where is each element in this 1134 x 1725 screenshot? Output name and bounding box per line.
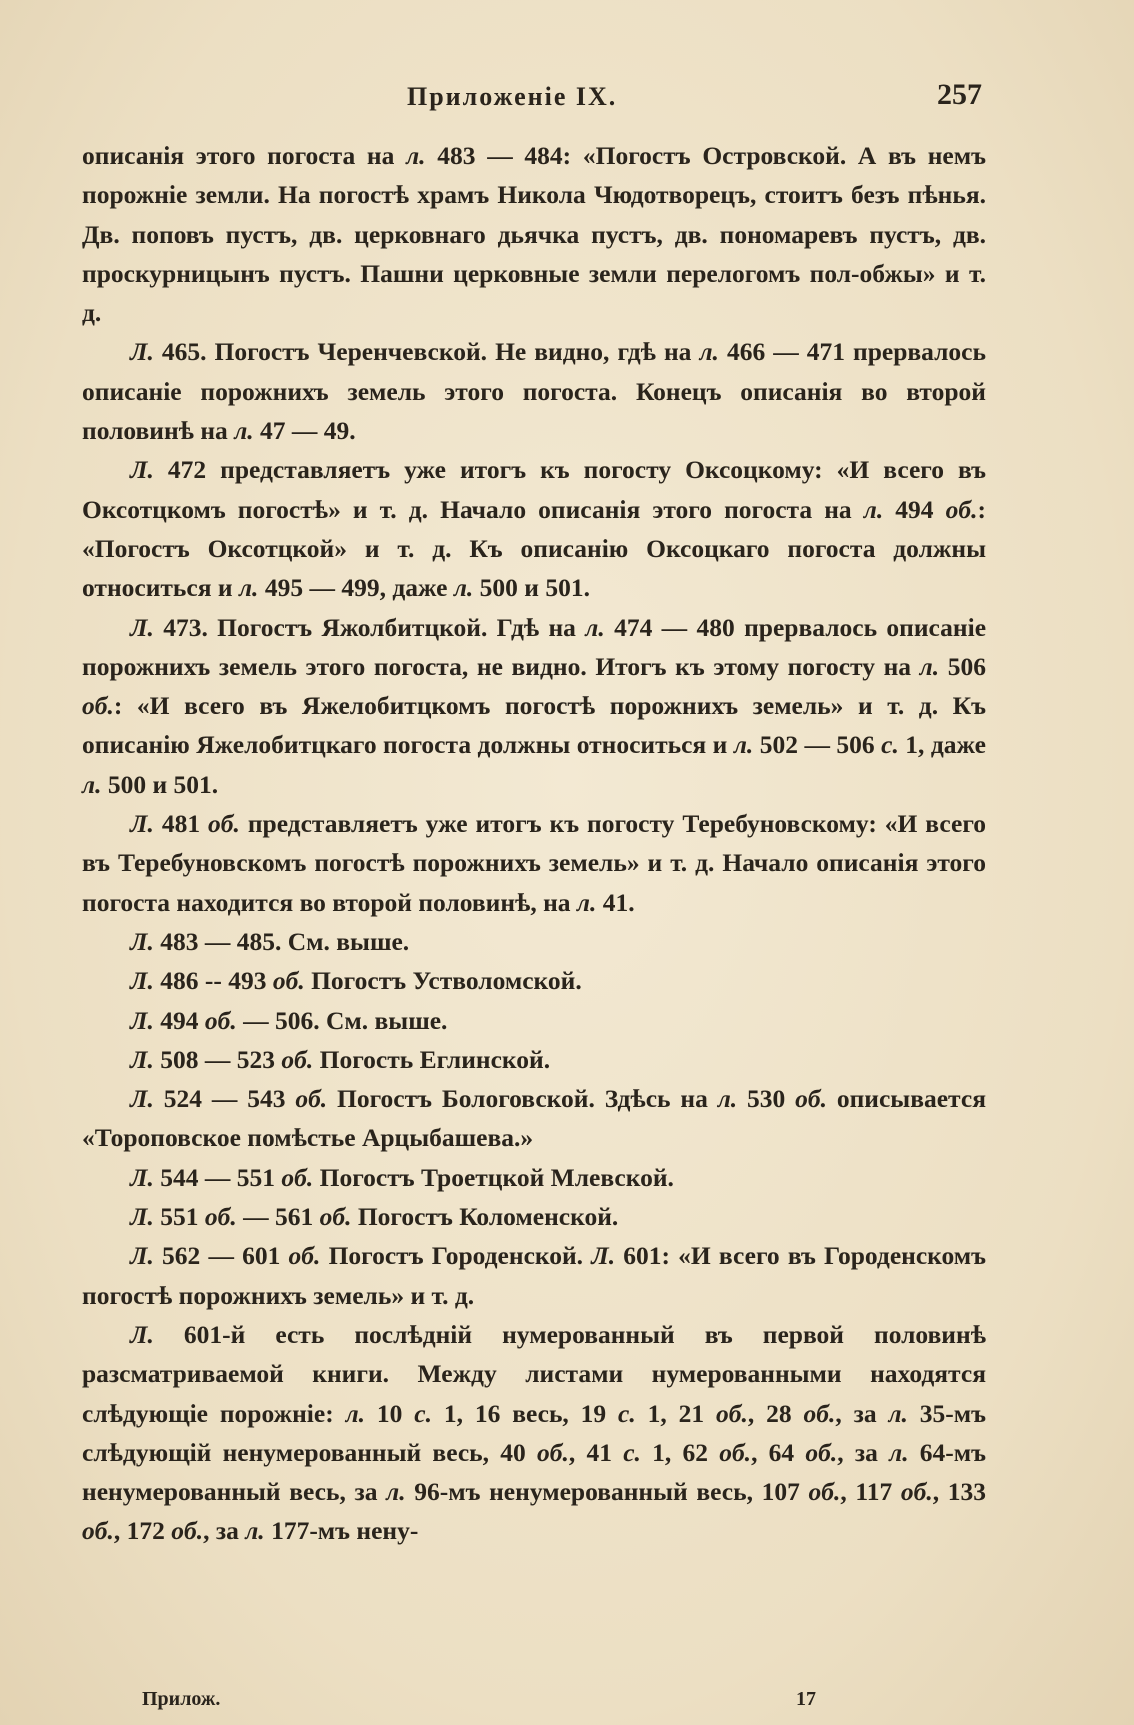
italic-abbreviation: л.: [82, 769, 102, 799]
text-run: — 506. См. выше.: [236, 1005, 448, 1035]
text-run: , 117: [840, 1477, 901, 1507]
italic-abbreviation: Л.: [130, 809, 154, 839]
text-run: Погостъ Городенской.: [320, 1241, 592, 1271]
text-run: описанія этого погоста на: [82, 141, 407, 170]
paragraph: [82, 1040, 986, 1079]
text-run: 562 — 601: [153, 1241, 289, 1271]
italic-abbreviation: Л.: [130, 1162, 154, 1192]
page-header: [82, 78, 984, 118]
sheet-number: 17: [796, 1688, 816, 1710]
text-run: 601-й есть послѣдній нумерованный въ первой половинѣ разсматриваемой книги. Между листами нумерованными находятся слѣдующіе порожніе:: [82, 1319, 986, 1428]
text-run: 1, даже: [898, 730, 987, 760]
italic-abbreviation: об.: [288, 1241, 321, 1271]
italic-abbreviation: л.: [238, 573, 259, 603]
text-run: 1, 21: [635, 1398, 716, 1428]
text-run: 1, 62: [640, 1437, 720, 1467]
text-run: 481: [153, 809, 209, 839]
italic-abbreviation: л.: [585, 612, 605, 642]
text-run: 177-мъ нену-: [264, 1516, 419, 1546]
italic-abbreviation: Л.: [130, 612, 154, 642]
body-text: [82, 136, 986, 1551]
text-run: 472 представляетъ уже итогъ къ погосту Оксоцкому: «И всего въ Оксотцкомъ погостѣ» и т. д. Начало описанія этого погоста на: [82, 455, 986, 524]
italic-abbreviation: об.: [82, 1516, 114, 1546]
paragraph: [82, 1158, 986, 1197]
text-run: , 64: [751, 1437, 806, 1467]
italic-abbreviation: об.: [272, 966, 305, 996]
italic-abbreviation: Л.: [130, 455, 154, 485]
running-head: Приложеніе IX.: [407, 82, 618, 111]
italic-abbreviation: л.: [245, 1516, 265, 1546]
italic-abbreviation: об.: [945, 494, 978, 524]
italic-abbreviation: с.: [414, 1398, 432, 1428]
italic-abbreviation: об.: [204, 1202, 237, 1232]
text-run: представляетъ уже итогъ къ погосту Теребуновскому: «И всего въ Теребуновскомъ погостѣ порожнихъ земель» и т. д. Начало описанія этого погоста находится во второй половинѣ, на: [82, 809, 987, 917]
italic-abbreviation: об.: [719, 1437, 752, 1467]
text-run: 1, 16 весь, 19: [431, 1398, 619, 1428]
text-run: 500 и 501.: [473, 573, 590, 603]
paragraph: [82, 922, 986, 961]
text-run: Погость Еглинской.: [313, 1044, 551, 1074]
italic-abbreviation: Л.: [130, 1044, 154, 1074]
text-run: : «И всего въ Яжелобитцкомъ погостѣ порожнихъ земель» и т. д. Къ описанію Яжелобитцкаго погоста должны относиться и: [82, 691, 986, 760]
italic-abbreviation: л.: [699, 337, 719, 367]
italic-abbreviation: с.: [623, 1437, 641, 1467]
italic-abbreviation: об.: [208, 809, 240, 839]
text-run: 500 и 501.: [101, 769, 219, 799]
text-run: 494: [883, 494, 946, 524]
italic-abbreviation: л.: [889, 1437, 909, 1467]
paragraph: [82, 1236, 986, 1315]
italic-abbreviation: об.: [808, 1477, 841, 1507]
paragraph: [82, 1001, 986, 1040]
text-run: 506: [939, 651, 986, 681]
text-run: Погостъ Троетцкой Млевской.: [313, 1162, 674, 1192]
italic-abbreviation: об.: [281, 1162, 314, 1192]
italic-abbreviation: об.: [281, 1044, 314, 1074]
text-run: , за: [203, 1516, 246, 1546]
text-run: 35-мъ слѣдующій ненумерованный весь, 40: [82, 1398, 987, 1467]
text-run: : «Погостъ Оксотцкой» и т. д. Къ описанію Оксоцкаго погоста должны относиться и: [82, 494, 986, 603]
text-run: 64-мъ ненумерованный весь, за: [82, 1437, 987, 1507]
italic-abbreviation: Л.: [130, 1241, 154, 1271]
text-run: , 172: [113, 1516, 172, 1546]
italic-abbreviation: об.: [803, 1398, 836, 1428]
italic-abbreviation: л.: [576, 887, 597, 917]
text-run: 508 — 523: [153, 1044, 282, 1074]
paragraph: [82, 450, 986, 607]
text-run: 524 — 543: [153, 1084, 296, 1114]
italic-abbreviation: об.: [319, 1202, 352, 1232]
italic-abbreviation: л.: [453, 573, 474, 603]
paragraph: [82, 1079, 986, 1158]
italic-abbreviation: Л.: [130, 966, 154, 996]
text-run: 486 -- 493: [153, 966, 273, 996]
text-run: 494: [153, 1005, 205, 1035]
text-run: 474 — 480 прервалось описаніе порожнихъ земель этого погоста, не видно. Итогъ къ этому погосту на: [82, 612, 987, 681]
paragraph: [82, 804, 986, 922]
text-run: 544 — 551: [153, 1162, 282, 1192]
italic-abbreviation: об.: [900, 1477, 933, 1507]
italic-abbreviation: Л.: [130, 926, 154, 956]
italic-abbreviation: об.: [536, 1437, 569, 1467]
italic-abbreviation: об.: [795, 1084, 827, 1114]
text-run: 601: «И всего въ Городенскомъ погостѣ порожнихъ земель» и т. д.: [82, 1241, 987, 1310]
text-run: — 561: [236, 1202, 320, 1232]
italic-abbreviation: об.: [82, 691, 114, 721]
text-run: 502 — 506: [753, 730, 882, 760]
text-run: Погостъ Коломенской.: [351, 1202, 619, 1232]
italic-abbreviation: Л.: [130, 337, 154, 367]
italic-abbreviation: с.: [618, 1398, 636, 1428]
text-run: 530: [737, 1084, 796, 1114]
italic-abbreviation: с.: [881, 730, 899, 760]
text-run: , 28: [747, 1398, 804, 1428]
italic-abbreviation: л.: [717, 1084, 738, 1114]
text-run: 47 — 49.: [253, 416, 356, 446]
text-run: 41.: [596, 887, 635, 917]
text-run: , 133: [932, 1477, 987, 1507]
italic-abbreviation: Л.: [130, 1084, 154, 1114]
italic-abbreviation: Л.: [130, 1005, 154, 1035]
italic-abbreviation: об.: [204, 1005, 237, 1035]
italic-abbreviation: л.: [406, 141, 426, 170]
text-run: 483 — 484: «Погостъ Островской. А въ немъ порожніе земли. На погостѣ храмъ Никола Чюдотворецъ, стоитъ безъ пѣнья. Дв. поповъ пустъ, дв. церковнаго дьячка пустъ, дв. пономаревъ пустъ, дв. проскурницынъ пустъ. Пашни церковные земли перелогомъ пол-обжы» и т. д.: [82, 141, 986, 328]
text-run: 10: [365, 1398, 415, 1428]
italic-abbreviation: об.: [805, 1437, 838, 1467]
text-run: 466 — 471 прервалось описаніе порожнихъ земель этого погоста. Конецъ описанія во второй половинѣ на: [82, 337, 986, 446]
italic-abbreviation: об.: [716, 1398, 748, 1428]
italic-abbreviation: об.: [171, 1516, 204, 1546]
text-run: 483 — 485. См. выше.: [153, 926, 410, 956]
italic-abbreviation: Л.: [130, 1319, 154, 1349]
italic-abbreviation: л.: [888, 1398, 908, 1428]
paragraph: [82, 608, 986, 804]
paragraph: [82, 961, 986, 1000]
italic-abbreviation: Л.: [130, 1202, 154, 1232]
italic-abbreviation: л.: [733, 730, 754, 760]
paragraph: [82, 332, 986, 450]
text-run: , за: [835, 1398, 889, 1428]
italic-abbreviation: л.: [919, 651, 940, 681]
paragraph: [82, 1315, 986, 1551]
text-run: описывается «Тороповское помѣстье Арцыбашева.»: [82, 1084, 986, 1153]
printer-signature: Прилож.: [142, 1688, 221, 1710]
text-run: 465. Погостъ Черенчевской. Не видно, гдѣ на: [153, 337, 700, 367]
paragraph: [82, 1197, 986, 1236]
text-run: , 41: [568, 1437, 624, 1467]
text-run: 96-мъ ненумерованный весь, 107: [405, 1477, 809, 1507]
italic-abbreviation: л.: [863, 494, 884, 524]
italic-abbreviation: л.: [386, 1477, 406, 1507]
text-run: , за: [837, 1437, 890, 1467]
text-run: 495 — 499, даже: [258, 573, 454, 603]
italic-abbreviation: л.: [234, 416, 254, 446]
italic-abbreviation: об.: [295, 1084, 328, 1114]
text-run: Погостъ Бологовской. Здѣсь на: [327, 1084, 718, 1114]
text-run: Погостъ Устволомской.: [304, 966, 582, 996]
text-run: 473. Погостъ Яжолбитцкой. Гдѣ на: [153, 612, 586, 642]
page-number: 257: [937, 78, 982, 111]
text-run: 551: [153, 1202, 205, 1232]
italic-abbreviation: Л.: [591, 1241, 616, 1271]
paragraph: [82, 136, 986, 332]
italic-abbreviation: л.: [345, 1398, 366, 1428]
